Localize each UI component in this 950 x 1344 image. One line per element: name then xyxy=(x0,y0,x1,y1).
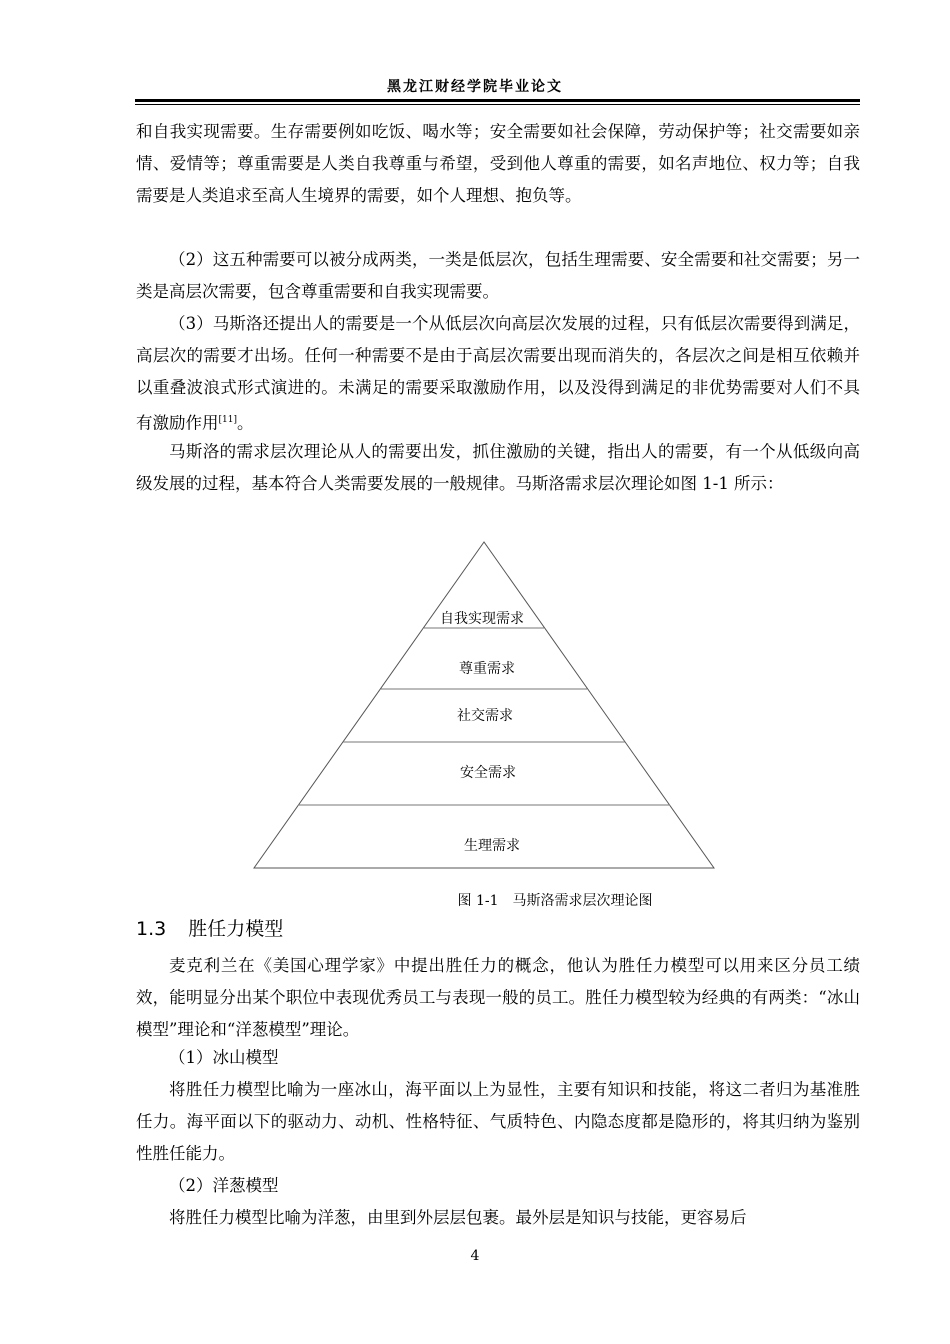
pyramid-outline xyxy=(254,542,714,868)
header-rule-thin xyxy=(135,104,860,105)
paragraph-progression-end: 。 xyxy=(236,413,254,433)
subheading-onion-model: （2）洋葱模型 xyxy=(169,1176,279,1195)
figure-caption: 图 1-1 马斯洛需求层次理论图 xyxy=(457,893,653,909)
header-rule-thick xyxy=(135,99,860,102)
pyramid-level-esteem: 尊重需求 xyxy=(459,661,515,677)
citation-marker: [11] xyxy=(218,415,237,425)
section-number: 1.3 xyxy=(136,918,167,940)
paragraph-iceberg-model: 将胜任力模型比喻为一座冰山，海平面以上为显性，主要有知识和技能，将这二者归为基准胜任力。海平面以下的驱动力、动机、性格特征、气质特色、内隐态度都是隐形的，将其归纳为鉴别性胜任能力。 xyxy=(136,1080,860,1163)
paragraph-onion-model: 将胜任力模型比喻为洋葱，由里到外层层包裹。最外层是知识与技能，更容易后 xyxy=(169,1208,747,1227)
paragraph-theory-summary: 马斯洛的需求层次理论从人的需要出发，抓住激励的关键，指出人的需要，有一个从低级向高级发展的过程，基本符合人类需要发展的一般规律。马斯洛需求层次理论如图 1-1 所示： xyxy=(136,442,860,493)
running-header: 黑龙江财经学院毕业论文 xyxy=(387,79,563,95)
pyramid-level-self-actualization: 自我实现需求 xyxy=(440,611,524,627)
paragraph-progression xyxy=(136,308,860,440)
subheading-iceberg-model: （1）冰山模型 xyxy=(169,1048,279,1067)
page-number: 4 xyxy=(470,1248,480,1264)
pyramid-level-physiological: 生理需求 xyxy=(464,838,520,854)
paragraph-needs-examples: 和自我实现需要。生存需要例如吃饭、喝水等；安全需要如社会保障，劳动保护等；社交需要如亲情、爱情等；尊重需要是人类自我尊重与希望，受到他人尊重的需要，如名声地位、权力等；自我需要是人类追求至高人生境界的需要，如个人理想、抱负等。 xyxy=(136,122,860,205)
maslow-pyramid-diagram xyxy=(250,538,720,872)
paragraph-progression-text: （3）马斯洛还提出人的需要是一个从低层次向高层次发展的过程，只有低层次需要得到满足，高层次的需要才出场。任何一种需要不是由于高层次需要出现而消失的，各层次之间是相互依赖并以重叠波浪式形式演进的。未满足的需要采取激励作用，以及没得到满足的非优势需要对人们不具有激励作用 xyxy=(136,314,860,433)
section-heading xyxy=(136,914,283,941)
pyramid-level-social: 社交需求 xyxy=(457,708,513,724)
section-title: 胜任力模型 xyxy=(188,918,284,940)
paragraph-competency-intro: 麦克利兰在《美国心理学家》中提出胜任力的概念，他认为胜任力模型可以用来区分员工绩效，能明显分出某个职位中表现优秀员工与表现一般的员工。胜任力模型较为经典的有两类：“冰山模型”理论和“洋葱模型”理论。 xyxy=(136,956,860,1039)
paragraph-two-categories: （2）这五种需要可以被分成两类，一类是低层次，包括生理需要、安全需要和社交需要；另一类是高层次需要，包含尊重需要和自我实现需要。 xyxy=(136,250,860,301)
pyramid-level-safety: 安全需求 xyxy=(460,765,516,781)
